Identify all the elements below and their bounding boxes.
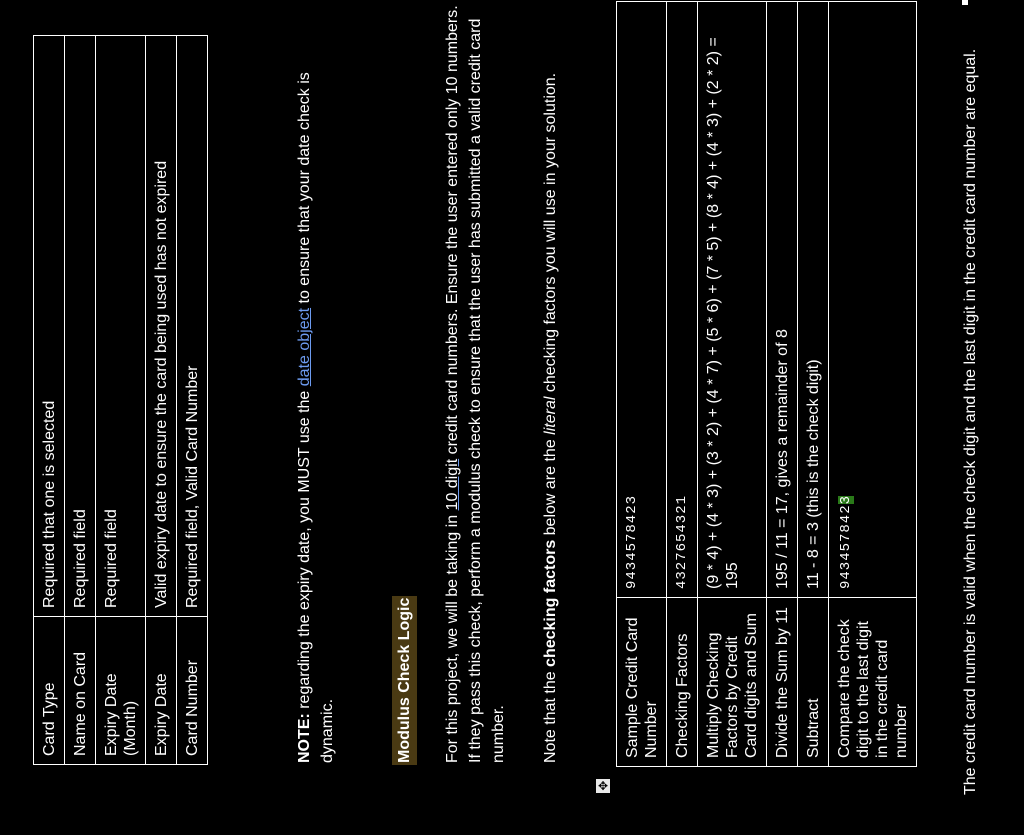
note-text-before: regarding the expiry date, you MUST use the: [296, 386, 313, 714]
note-text-after: to ensure that your date check is dynamic.: [296, 72, 336, 763]
table-row: [767, 2, 798, 767]
field-cell: Card Type: [34, 617, 65, 765]
intro-paragraph: [441, 3, 510, 763]
table-row: [617, 2, 667, 767]
rule-cell: Required field, Valid Card Number: [177, 36, 208, 617]
table-row: [146, 36, 177, 765]
note-paragraph: [293, 13, 339, 763]
label-cell: Sample Credit Card Number: [617, 598, 667, 767]
conclusion-paragraph: The credit card number is valid when the check digit and the last digit in the credit card number are equal.: [962, 48, 979, 795]
label-cell: Divide the Sum by 11: [767, 598, 798, 767]
value-cell: [829, 2, 917, 598]
card-number-prefix: 943457842: [838, 504, 854, 589]
table-row: [65, 36, 96, 765]
validation-table: [33, 35, 208, 765]
factors-text-a: Note that the: [542, 666, 559, 763]
table-row: [667, 2, 698, 767]
field-cell: Card Number: [177, 617, 208, 765]
factors-paragraph: [539, 13, 562, 763]
table-row: [34, 36, 65, 765]
table-row: [829, 2, 917, 767]
section-heading: Modulus Check Logic: [392, 596, 417, 765]
date-object-link[interactable]: date object: [296, 307, 313, 387]
highlighted-check-digit: 3: [838, 495, 854, 505]
modulus-table: [616, 1, 917, 767]
label-cell: Checking Factors: [667, 598, 698, 767]
field-cell: Expiry Date: [146, 617, 177, 765]
value-cell: 195 / 11 = 17, gives a remainder of 8: [767, 2, 798, 598]
label-cell: Multiply Checking Factors by Credit Card digits and Sum: [698, 598, 767, 767]
table-row: [698, 2, 767, 767]
value-cell: 4327654321: [667, 2, 698, 598]
label-cell: Compare the check digit to the last digit in the credit card number: [829, 598, 917, 767]
move-icon[interactable]: ✥: [597, 779, 609, 793]
rule-cell: Required field: [96, 36, 146, 617]
table-row: [177, 36, 208, 765]
factors-text-bold: checking factors: [542, 539, 559, 667]
rule-cell: Required that one is selected: [34, 36, 65, 617]
table-row: [798, 2, 829, 767]
label-cell: Subtract: [798, 598, 829, 767]
rule-cell: Valid expiry date to ensure the card being used has not expired: [146, 36, 177, 617]
field-cell: Expiry Date (Month): [96, 617, 146, 765]
factors-text-italic: literal: [542, 396, 559, 435]
field-cell: Name on Card: [65, 617, 96, 765]
factors-text-e: checking factors you will use in your solution.: [542, 72, 559, 397]
value-cell: 9434578423: [617, 2, 667, 598]
rule-cell: Required field: [65, 36, 96, 617]
intro-text-before: For this project, we will be taking in: [444, 510, 461, 763]
value-cell: (9 * 4) + (4 * 3) + (3 * 2) + (4 * 7) + (5 * 6) + (7 * 5) + (8 * 4) + (4 * 3) + (2 * 2) = 195: [698, 2, 767, 598]
factors-text-c: below are the: [542, 434, 559, 540]
ten-digit-underlined: 10 digit: [444, 458, 461, 511]
value-cell: 11 - 8 = 3 (this is the check digit): [798, 2, 829, 598]
table-row: [96, 36, 146, 765]
intro-text-after: credit card numbers. Ensure the user entered only 10 numbers. If they pass this check, perform a modulus check to ensure that the user has submitted a valid credit card number.: [444, 5, 507, 763]
note-label: NOTE:: [296, 713, 313, 763]
